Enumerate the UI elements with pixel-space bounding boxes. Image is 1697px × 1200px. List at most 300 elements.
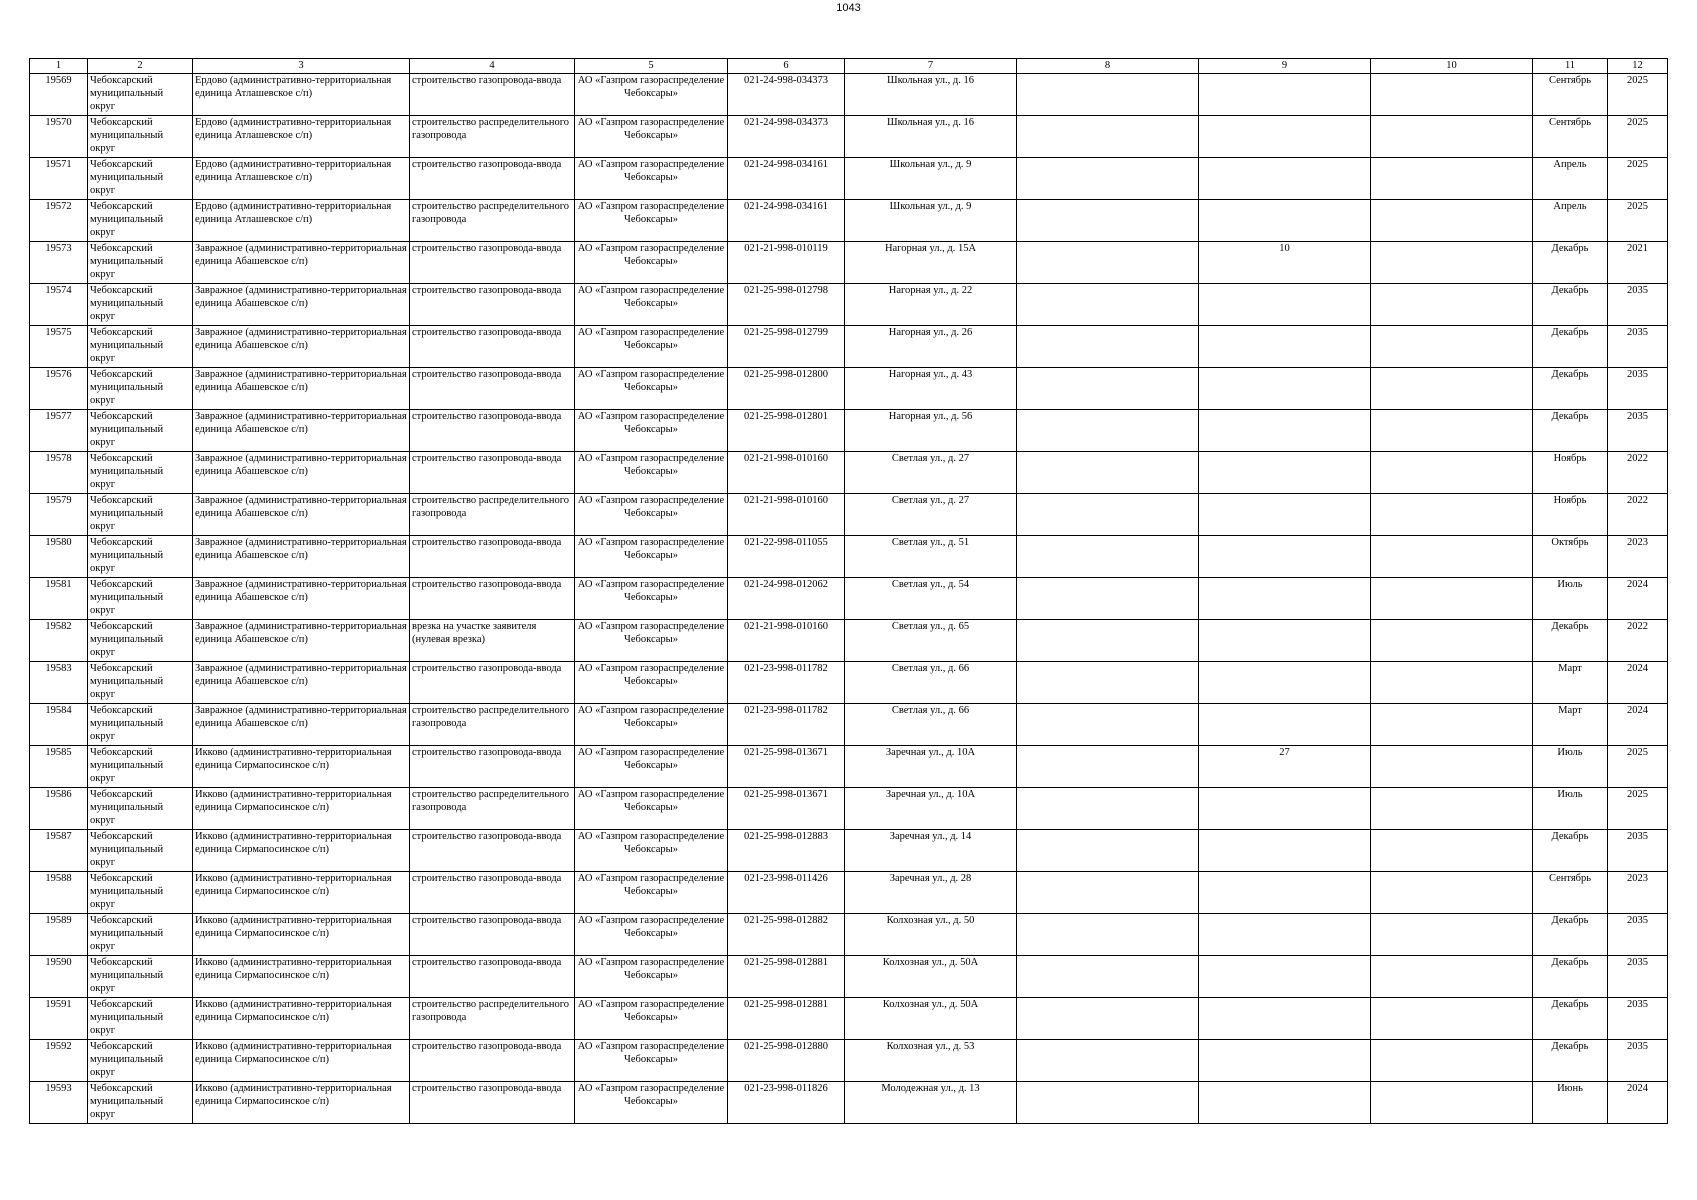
table-cell-col-10 xyxy=(1371,74,1533,116)
cell-text: строительство газопровода-ввода xyxy=(412,285,562,296)
cell-text: Апрель xyxy=(1553,201,1587,212)
table-cell-col-6 xyxy=(728,1040,845,1082)
table-cell-col-5 xyxy=(575,788,728,830)
cell-text: Икково (административно-территориальная единица Сирмапосинское с/п) xyxy=(195,1083,392,1107)
table-cell-col-9 xyxy=(1199,410,1371,452)
cell-text: Июнь xyxy=(1557,1083,1583,1094)
table-cell-col-12 xyxy=(1608,872,1668,914)
table-cell-col-5 xyxy=(575,200,728,242)
table-row xyxy=(30,494,1668,536)
table-cell-col-4 xyxy=(410,326,575,368)
cell-text: 021-24-998-034161 xyxy=(744,159,828,170)
table-cell-col-12 xyxy=(1608,158,1668,200)
table-cell-col-4 xyxy=(410,494,575,536)
cell-text: строительство газопровода-ввода xyxy=(412,873,562,884)
table-row xyxy=(30,662,1668,704)
table-cell-col-10 xyxy=(1371,998,1533,1040)
table-cell-col-3 xyxy=(193,662,410,704)
table-cell-col-10 xyxy=(1371,1040,1533,1082)
cell-text: Завражное (административно-территориальная единица Абашевское с/п) xyxy=(195,453,407,477)
table-cell-col-11 xyxy=(1533,746,1608,788)
cell-text: Нагорная ул., д. 43 xyxy=(888,369,973,380)
cell-text: Чебоксарский муниципальный округ xyxy=(90,705,164,742)
table-cell-col-2 xyxy=(88,1040,193,1082)
table-cell-col-11 xyxy=(1533,956,1608,998)
table-cell-col-3 xyxy=(193,410,410,452)
cell-text: Декабрь xyxy=(1551,1041,1589,1052)
cell-text: Ноябрь xyxy=(1553,453,1587,464)
cell-text: 021-24-998-034373 xyxy=(744,75,828,86)
table-cell-col-3 xyxy=(193,452,410,494)
table-cell-col-1 xyxy=(30,536,88,578)
cell-text: строительство распределительного газопровода xyxy=(412,201,570,225)
cell-text: строительство газопровода-ввода xyxy=(412,747,562,758)
cell-text: 19577 xyxy=(45,411,72,422)
table-cell-col-2 xyxy=(88,914,193,956)
table-cell-col-3 xyxy=(193,872,410,914)
table-cell-col-4 xyxy=(410,704,575,746)
table-cell-col-7 xyxy=(845,494,1017,536)
table-cell-col-9 xyxy=(1199,368,1371,410)
cell-text: 021-21-998-010119 xyxy=(744,243,828,254)
cell-text: 2025 xyxy=(1627,117,1648,128)
cell-text: Чебоксарский муниципальный округ xyxy=(90,243,164,280)
cell-text: Чебоксарский муниципальный округ xyxy=(90,537,164,574)
table-cell-col-2 xyxy=(88,452,193,494)
cell-text: АО «Газпром газораспределение Чебоксары» xyxy=(577,411,725,435)
table-cell-col-4 xyxy=(410,662,575,704)
table-cell-col-1 xyxy=(30,410,88,452)
table-cell-col-9 xyxy=(1199,578,1371,620)
cell-text: 19584 xyxy=(45,705,72,716)
cell-text: АО «Газпром газораспределение Чебоксары» xyxy=(577,369,725,393)
table-cell-col-2 xyxy=(88,830,193,872)
table-cell-col-7 xyxy=(845,536,1017,578)
table-cell-col-7 xyxy=(845,620,1017,662)
table-cell-col-1 xyxy=(30,620,88,662)
table-cell-col-1 xyxy=(30,74,88,116)
cell-text: Чебоксарский муниципальный округ xyxy=(90,495,164,532)
cell-text: Завражное (административно-территориальная единица Абашевское с/п) xyxy=(195,285,407,309)
table-row xyxy=(30,368,1668,410)
cell-text: 021-24-998-012062 xyxy=(744,579,828,590)
table-cell-col-1 xyxy=(30,956,88,998)
table-cell-col-4 xyxy=(410,872,575,914)
table-cell-col-4 xyxy=(410,368,575,410)
table-cell-col-9 xyxy=(1199,1082,1371,1124)
table-cell-col-2 xyxy=(88,116,193,158)
cell-text: врезка на участке заявителя (нулевая врезка) xyxy=(412,621,537,645)
cell-text: Колхозная ул., д. 53 xyxy=(886,1041,975,1052)
cell-text: 021-25-998-013671 xyxy=(744,747,828,758)
table-cell-col-5 xyxy=(575,1040,728,1082)
table-cell-col-3 xyxy=(193,494,410,536)
table-cell-col-4 xyxy=(410,1082,575,1124)
table-cell-col-11 xyxy=(1533,284,1608,326)
cell-text: Светлая ул., д. 54 xyxy=(891,579,970,590)
table-cell-col-5 xyxy=(575,494,728,536)
table-cell-col-6 xyxy=(728,830,845,872)
table-cell-col-6 xyxy=(728,368,845,410)
cell-text: Чебоксарский муниципальный округ xyxy=(90,159,164,196)
table-cell-col-1 xyxy=(30,1082,88,1124)
table-cell-col-10 xyxy=(1371,326,1533,368)
table-cell-col-9 xyxy=(1199,620,1371,662)
cell-text: Март xyxy=(1558,705,1582,716)
table-cell-col-9 xyxy=(1199,914,1371,956)
cell-text: Нагорная ул., д. 26 xyxy=(888,327,973,338)
table-cell-col-5 xyxy=(575,662,728,704)
table-cell-col-6 xyxy=(728,746,845,788)
table-cell-col-8 xyxy=(1017,830,1199,872)
table-row xyxy=(30,410,1668,452)
cell-text: 2021 xyxy=(1627,243,1648,254)
table-cell-col-2 xyxy=(88,200,193,242)
cell-text: 2022 xyxy=(1627,495,1648,506)
cell-text: Завражное (административно-территориальная единица Абашевское с/п) xyxy=(195,411,407,435)
table-cell-col-7 xyxy=(845,368,1017,410)
table-cell-col-11 xyxy=(1533,494,1608,536)
page-number: 1043 xyxy=(836,2,861,14)
cell-text: АО «Газпром газораспределение Чебоксары» xyxy=(577,957,725,981)
table-cell-col-2 xyxy=(88,620,193,662)
table-cell-col-12 xyxy=(1608,620,1668,662)
cell-text: 19593 xyxy=(45,1083,72,1094)
table-cell-col-3 xyxy=(193,788,410,830)
cell-text: Декабрь xyxy=(1551,915,1589,926)
table-cell-col-5 xyxy=(575,746,728,788)
table-cell-col-8 xyxy=(1017,200,1199,242)
table-cell-col-3 xyxy=(193,326,410,368)
cell-text: Декабрь xyxy=(1551,831,1589,842)
table-cell-col-10 xyxy=(1371,872,1533,914)
table-cell-col-6 xyxy=(728,788,845,830)
table-row xyxy=(30,704,1668,746)
cell-text: 19571 xyxy=(45,159,72,170)
table-cell-col-4 xyxy=(410,830,575,872)
table-cell-col-6 xyxy=(728,116,845,158)
cell-text: Декабрь xyxy=(1551,957,1589,968)
table-cell-col-6 xyxy=(728,620,845,662)
cell-text: Чебоксарский муниципальный округ xyxy=(90,1083,164,1120)
table-cell-col-1 xyxy=(30,1040,88,1082)
table-cell-col-1 xyxy=(30,326,88,368)
cell-text: 2035 xyxy=(1627,831,1648,842)
cell-text: Чебоксарский муниципальный округ xyxy=(90,327,164,364)
table-cell-col-6 xyxy=(728,872,845,914)
cell-text: Молодежная ул., д. 13 xyxy=(881,1083,980,1094)
cell-text: Декабрь xyxy=(1551,243,1589,254)
table-cell-col-2 xyxy=(88,494,193,536)
cell-text: 2022 xyxy=(1627,621,1648,632)
table-cell-col-8 xyxy=(1017,74,1199,116)
table-row xyxy=(30,914,1668,956)
cell-text: 021-25-998-012800 xyxy=(744,369,828,380)
table-cell-col-11 xyxy=(1533,578,1608,620)
table-cell-col-8 xyxy=(1017,410,1199,452)
cell-text: АО «Газпром газораспределение Чебоксары» xyxy=(577,285,725,309)
cell-text: Икково (административно-территориальная единица Сирмапосинское с/п) xyxy=(195,747,392,771)
column-header-3: 3 xyxy=(193,59,410,74)
table-cell-col-4 xyxy=(410,410,575,452)
column-header-7: 7 xyxy=(845,59,1017,74)
table-cell-col-4 xyxy=(410,956,575,998)
table-cell-col-7 xyxy=(845,956,1017,998)
table-cell-col-3 xyxy=(193,284,410,326)
cell-text: 2025 xyxy=(1627,201,1648,212)
cell-text: АО «Газпром газораспределение Чебоксары» xyxy=(577,159,725,183)
table-cell-col-8 xyxy=(1017,536,1199,578)
cell-text: Чебоксарский муниципальный округ xyxy=(90,369,164,406)
column-header-12: 12 xyxy=(1608,59,1668,74)
table-cell-col-2 xyxy=(88,788,193,830)
table-cell-col-11 xyxy=(1533,872,1608,914)
cell-text: 19592 xyxy=(45,1041,72,1052)
cell-text: Чебоксарский муниципальный округ xyxy=(90,957,164,994)
table-cell-col-12 xyxy=(1608,74,1668,116)
table-cell-col-9 xyxy=(1199,326,1371,368)
table-cell-col-11 xyxy=(1533,704,1608,746)
cell-text: 2022 xyxy=(1627,453,1648,464)
table-cell-col-5 xyxy=(575,1082,728,1124)
table-cell-col-7 xyxy=(845,242,1017,284)
cell-text: 19572 xyxy=(45,201,72,212)
table-cell-col-9 xyxy=(1199,788,1371,830)
cell-text: Чебоксарский муниципальный округ xyxy=(90,201,164,238)
cell-text: АО «Газпром газораспределение Чебоксары» xyxy=(577,327,725,351)
table-cell-col-12 xyxy=(1608,830,1668,872)
table-cell-col-6 xyxy=(728,452,845,494)
table-cell-col-4 xyxy=(410,74,575,116)
cell-text: Колхозная ул., д. 50А xyxy=(882,957,979,968)
table-cell-col-5 xyxy=(575,872,728,914)
cell-text: 2035 xyxy=(1627,999,1648,1010)
table-cell-col-5 xyxy=(575,998,728,1040)
cell-text: 021-22-998-011055 xyxy=(744,537,828,548)
table-cell-col-5 xyxy=(575,956,728,998)
cell-text: 2035 xyxy=(1627,1041,1648,1052)
table-cell-col-3 xyxy=(193,536,410,578)
cell-text: Светлая ул., д. 27 xyxy=(891,453,970,464)
table-cell-col-7 xyxy=(845,74,1017,116)
cell-text: Июль xyxy=(1557,579,1583,590)
table-cell-col-7 xyxy=(845,662,1017,704)
table-cell-col-2 xyxy=(88,704,193,746)
cell-text: 2023 xyxy=(1627,537,1648,548)
table-cell-col-1 xyxy=(30,788,88,830)
table-cell-col-7 xyxy=(845,830,1017,872)
table-cell-col-5 xyxy=(575,326,728,368)
table-cell-col-9 xyxy=(1199,284,1371,326)
cell-text: 2025 xyxy=(1627,747,1648,758)
table-cell-col-4 xyxy=(410,620,575,662)
table-cell-col-11 xyxy=(1533,74,1608,116)
table-cell-col-5 xyxy=(575,242,728,284)
cell-text: 2035 xyxy=(1627,915,1648,926)
table-cell-col-12 xyxy=(1608,116,1668,158)
cell-text: строительство распределительного газопровода xyxy=(412,999,570,1023)
cell-text: строительство газопровода-ввода xyxy=(412,831,562,842)
table-cell-col-9 xyxy=(1199,746,1371,788)
table-cell-col-8 xyxy=(1017,116,1199,158)
table-cell-col-1 xyxy=(30,452,88,494)
table-cell-col-9 xyxy=(1199,704,1371,746)
cell-text: Завражное (административно-территориальная единица Абашевское с/п) xyxy=(195,621,407,645)
cell-text: АО «Газпром газораспределение Чебоксары» xyxy=(577,831,725,855)
table-cell-col-5 xyxy=(575,410,728,452)
table-cell-col-11 xyxy=(1533,536,1608,578)
table-row xyxy=(30,284,1668,326)
column-header-4: 4 xyxy=(410,59,575,74)
table-cell-col-9 xyxy=(1199,242,1371,284)
table-cell-col-12 xyxy=(1608,410,1668,452)
table-cell-col-7 xyxy=(845,200,1017,242)
table-cell-col-4 xyxy=(410,242,575,284)
table-cell-col-1 xyxy=(30,368,88,410)
table-cell-col-11 xyxy=(1533,662,1608,704)
table-cell-col-11 xyxy=(1533,914,1608,956)
cell-text: 19578 xyxy=(45,453,72,464)
header-row xyxy=(30,59,1668,74)
cell-text: строительство газопровода-ввода xyxy=(412,75,562,86)
table-cell-col-11 xyxy=(1533,830,1608,872)
table-cell-col-5 xyxy=(575,452,728,494)
cell-text: 021-23-998-011826 xyxy=(744,1083,828,1094)
table-row xyxy=(30,578,1668,620)
table-cell-col-3 xyxy=(193,1082,410,1124)
registry-table xyxy=(29,58,1668,1124)
table-cell-col-7 xyxy=(845,872,1017,914)
table-cell-col-5 xyxy=(575,74,728,116)
table-cell-col-2 xyxy=(88,746,193,788)
cell-text: Нагорная ул., д. 22 xyxy=(888,285,973,296)
table-cell-col-7 xyxy=(845,158,1017,200)
cell-text: Светлая ул., д. 66 xyxy=(891,705,970,716)
column-header-9: 9 xyxy=(1199,59,1371,74)
cell-text: Школьная ул., д. 16 xyxy=(886,117,975,128)
table-cell-col-10 xyxy=(1371,158,1533,200)
table-row xyxy=(30,326,1668,368)
table-cell-col-1 xyxy=(30,704,88,746)
cell-text: 2024 xyxy=(1627,663,1648,674)
table-cell-col-6 xyxy=(728,956,845,998)
table-cell-col-11 xyxy=(1533,788,1608,830)
table-cell-col-8 xyxy=(1017,1040,1199,1082)
cell-text: Светлая ул., д. 51 xyxy=(891,537,970,548)
table-cell-col-5 xyxy=(575,284,728,326)
table-cell-col-5 xyxy=(575,578,728,620)
cell-text: Чебоксарский муниципальный округ xyxy=(90,579,164,616)
cell-text: 021-25-998-012880 xyxy=(744,1041,828,1052)
table-cell-col-5 xyxy=(575,704,728,746)
table-row xyxy=(30,1040,1668,1082)
table-cell-col-8 xyxy=(1017,242,1199,284)
table-row xyxy=(30,620,1668,662)
table-cell-col-6 xyxy=(728,410,845,452)
table-cell-col-8 xyxy=(1017,368,1199,410)
table-cell-col-11 xyxy=(1533,116,1608,158)
table-cell-col-8 xyxy=(1017,326,1199,368)
table-cell-col-1 xyxy=(30,578,88,620)
cell-text: строительство газопровода-ввода xyxy=(412,957,562,968)
table-row xyxy=(30,200,1668,242)
cell-text: Заречная ул., д. 10А xyxy=(885,789,976,800)
cell-text: АО «Газпром газораспределение Чебоксары» xyxy=(577,663,725,687)
table-row xyxy=(30,872,1668,914)
cell-text: АО «Газпром газораспределение Чебоксары» xyxy=(577,873,725,897)
table-cell-col-11 xyxy=(1533,410,1608,452)
cell-text: АО «Газпром газораспределение Чебоксары» xyxy=(577,789,725,813)
cell-text: Декабрь xyxy=(1551,327,1589,338)
table-cell-col-10 xyxy=(1371,1082,1533,1124)
table-cell-col-10 xyxy=(1371,410,1533,452)
table-cell-col-12 xyxy=(1608,242,1668,284)
cell-text: Ердово (административно-территориальная единица Атлашевское с/п) xyxy=(195,201,392,225)
table-cell-col-6 xyxy=(728,578,845,620)
cell-text: 19589 xyxy=(45,915,72,926)
cell-text: 19580 xyxy=(45,537,72,548)
table-cell-col-2 xyxy=(88,284,193,326)
cell-text: 19583 xyxy=(45,663,72,674)
table-cell-col-12 xyxy=(1608,662,1668,704)
table-cell-col-8 xyxy=(1017,746,1199,788)
table-cell-col-9 xyxy=(1199,116,1371,158)
table-cell-col-12 xyxy=(1608,1082,1668,1124)
table-cell-col-11 xyxy=(1533,998,1608,1040)
table-cell-col-5 xyxy=(575,914,728,956)
cell-text: Декабрь xyxy=(1551,369,1589,380)
cell-text: АО «Газпром газораспределение Чебоксары» xyxy=(577,1083,725,1107)
cell-text: Нагорная ул., д. 15А xyxy=(884,243,977,254)
cell-text: 021-21-998-010160 xyxy=(744,453,828,464)
cell-text: Завражное (административно-территориальная единица Абашевское с/п) xyxy=(195,537,407,561)
table-row xyxy=(30,956,1668,998)
cell-text: 021-24-998-034161 xyxy=(744,201,828,212)
table-cell-col-3 xyxy=(193,242,410,284)
table-cell-col-1 xyxy=(30,998,88,1040)
table-cell-col-10 xyxy=(1371,284,1533,326)
cell-text: Школьная ул., д. 9 xyxy=(889,201,972,212)
cell-text: АО «Газпром газораспределение Чебоксары» xyxy=(577,999,725,1023)
cell-text: 2023 xyxy=(1627,873,1648,884)
table-cell-col-2 xyxy=(88,368,193,410)
table-cell-col-2 xyxy=(88,242,193,284)
cell-text: Нагорная ул., д. 56 xyxy=(888,411,973,422)
cell-text: строительство газопровода-ввода xyxy=(412,243,562,254)
column-header-6: 6 xyxy=(728,59,845,74)
table-cell-col-3 xyxy=(193,116,410,158)
table-cell-col-9 xyxy=(1199,74,1371,116)
table-cell-col-9 xyxy=(1199,452,1371,494)
cell-text: Сентябрь xyxy=(1548,873,1592,884)
cell-text: 19587 xyxy=(45,831,72,842)
cell-text: 2024 xyxy=(1627,1083,1648,1094)
table-cell-col-11 xyxy=(1533,368,1608,410)
table-cell-col-10 xyxy=(1371,662,1533,704)
table-cell-col-10 xyxy=(1371,494,1533,536)
table-cell-col-9 xyxy=(1199,1040,1371,1082)
cell-text: Завражное (административно-территориальная единица Абашевское с/п) xyxy=(195,327,407,351)
cell-text: Сентябрь xyxy=(1548,75,1592,86)
table-cell-col-10 xyxy=(1371,452,1533,494)
table-cell-col-7 xyxy=(845,914,1017,956)
cell-text: 021-25-998-012883 xyxy=(744,831,828,842)
cell-text: Март xyxy=(1558,663,1582,674)
cell-text: 2025 xyxy=(1627,789,1648,800)
table-cell-col-4 xyxy=(410,452,575,494)
cell-text: Икково (административно-территориальная единица Сирмапосинское с/п) xyxy=(195,789,392,813)
table-cell-col-7 xyxy=(845,452,1017,494)
